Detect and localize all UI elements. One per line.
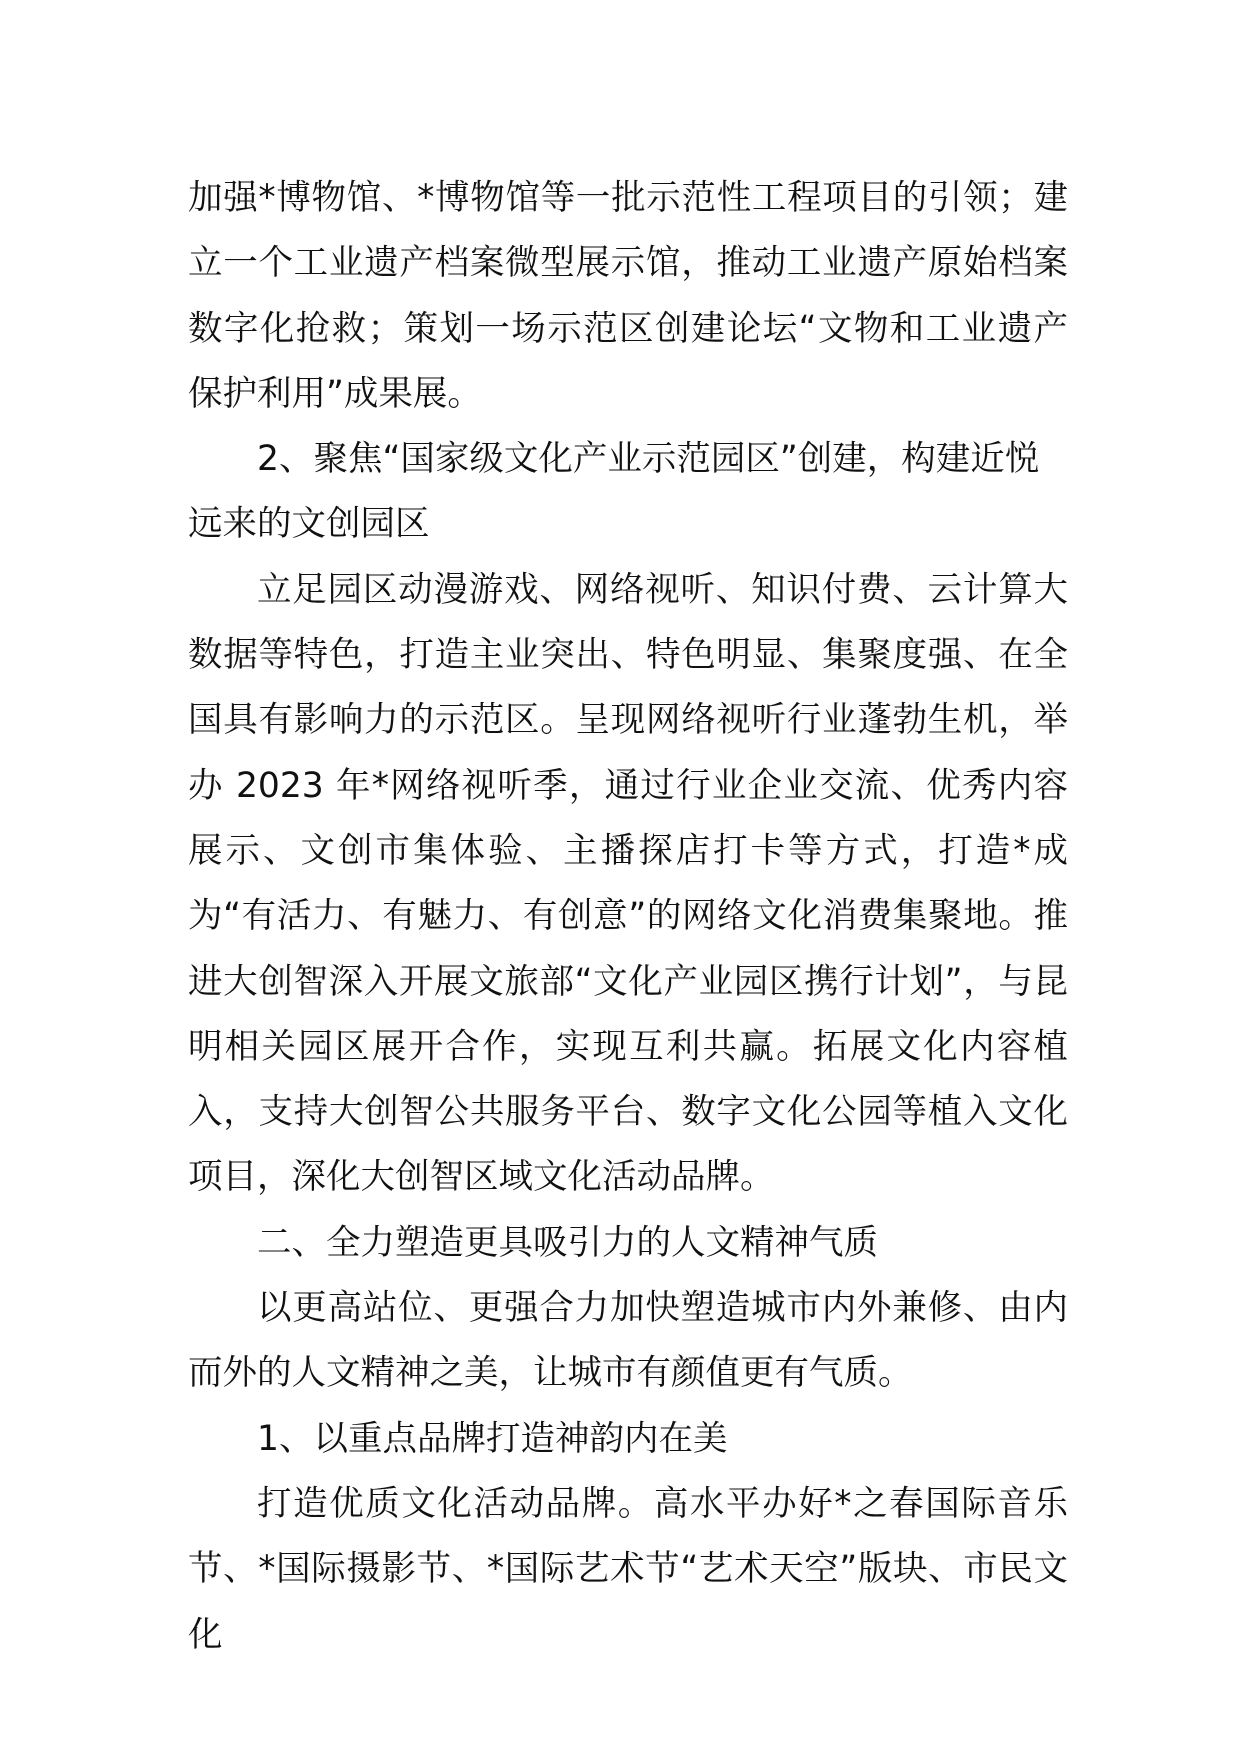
- paragraph-city-temperament: 以更高站位、更强合力加快塑造城市内外兼修、由内而外的人文精神之美，让城市有颜值更有气质。: [188, 1288, 1068, 1394]
- heading-creative-park: 2、聚焦“国家级文化产业示范园区”创建，构建近悦远来的文创园区: [188, 439, 1040, 545]
- heading-humanistic-spirit: 二、全力塑造更具吸引力的人文精神气质: [257, 1222, 878, 1263]
- document-page: [188, 166, 1068, 1668]
- paragraph-cultural-events: 打造优质文化活动品牌。高水平办好*之春国际音乐节、*国际摄影节、*国际艺术节“艺术天空”版块、市民文化: [188, 1483, 1068, 1655]
- paragraph-heritage-projects: 加强*博物馆、*博物馆等一批示范性工程项目的引领；建立一个工业遗产档案微型展示馆，推动工业遗产原始档案数字化抢救；策划一场示范区创建论坛“文物和工业遗产保护利用”成果展。: [188, 178, 1068, 414]
- paragraph-park-features: 立足园区动漫游戏、网络视听、知识付费、云计算大数据等特色，打造主业突出、特色明显、集聚度强、在全国具有影响力的示范区。呈现网络视听行业蓬勃生机，举办 2023 年*网络视听季，通过行业企业交流、优秀内容展示、文创市集体验、主播探店打卡等方式，打造*成为“有活力、有魅力、有创意”的网络文化消费集聚地。推进大创智深入开展文旅部“文化产业园区携行计划”，与昆明相关园区展开合作，实现互利共赢。拓展文化内容植入，支持大创智公共服务平台、数字文化公园等植入文化项目，深化大创智区域文化活动品牌。: [188, 569, 1068, 1198]
- heading-key-brands: 1、以重点品牌打造神韵内在美: [257, 1418, 728, 1459]
